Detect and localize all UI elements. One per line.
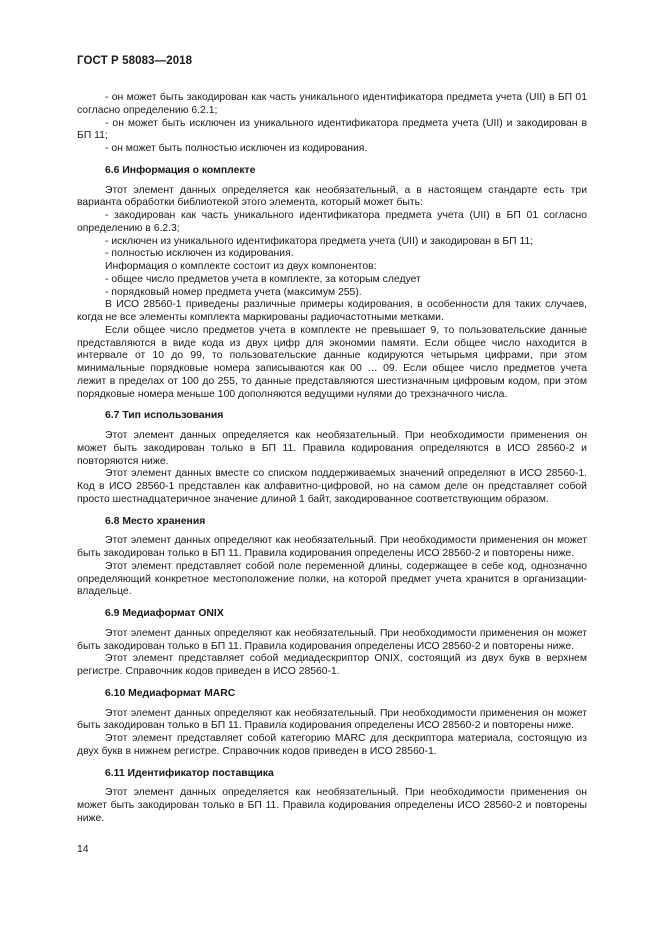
list-item: - он может быть исключен из уникального идентификатора предмета учета (UII) и закодирован в БП 11; — [77, 117, 587, 142]
section-heading: 6.11 Идентификатор поставщика — [105, 767, 274, 779]
paragraph: Этот элемент данных определяют как необязательный. При необходимости применения он может быть закодирован только в БП 11. Правила кодирования определены ИСО 28560-2 и повторены ниже. — [77, 707, 587, 732]
paragraph: Этот элемент данных определяется как необязательный. При необходимости применения он может быть закодирован только в БП 11. Правила кодирования определяются в ИСО 28560-2 и повторяются ниже. — [77, 430, 587, 467]
paragraph: Этот элемент данных определяется как необязательный. При необходимости применения он может быть закодирован только в БП 11. Правила кодирования определены ИСО 28560-2 и повторены ниже. — [77, 787, 587, 824]
document-code-header: ГОСТ Р 58083—2018 — [77, 55, 193, 67]
section-heading: 6.7 Тип использования — [105, 410, 224, 422]
list-item: - общее число предметов учета в комплекте, за которым следует — [105, 273, 421, 285]
list-item: - полностью исключен из кодирования. — [105, 248, 294, 260]
paragraph: Если общее число предметов учета в комплекте не превышает 9, то пользовательские данные представляются в виде кода из двух цифр для экономии памяти. Если общее число находится в интервале от 10 до 99, то пользовательские данные кодируются четырьмя цифрами, при этом минимальные порядковые номера записываются как 00 … 09. Если общее число предметов учета лежит в пределах от 100 до 255, то данные представляются шестизначным цифровым кодом, при этом порядковые номера меньше 100 дополняются ведущими нулями до трехзначного числа. — [77, 324, 587, 400]
list-item: - он может быть закодирован как часть уникального идентификатора предмета учета (UII) в БП 01 согласно определению 6.2.1; — [77, 92, 587, 116]
document-body — [77, 92, 587, 826]
paragraph: Этот элемент данных вместе со списком поддерживаемых значений определяют в ИСО 28560-1. Код в ИСО 28560-1 представлен как алфавитно-цифровой, но на самом деле он представляет собой просто шестнадцатеричное значение длиной 1 байт, закодированное соответствующим образом. — [77, 468, 587, 505]
paragraph: Этот элемент представляет собой медиадескриптор ONIX, состоящий из двух букв в верхнем регистре. Справочник кодов приведен в ИСО 28560-1. — [77, 653, 587, 677]
paragraph: Информация о комплекте состоит из двух компонентов: — [105, 261, 377, 272]
section-heading: 6.9 Медиаформат ONIX — [105, 608, 224, 619]
section-heading: 6.6 Информация о комплекте — [105, 164, 256, 176]
paragraph: В ИСО 28560-1 приведены различные примеры кодирования, в особенности для таких случаев, когда не все элементы комплекта маркированы радиочастотными метками. — [77, 299, 587, 323]
page-number: 14 — [77, 844, 89, 855]
section-heading: 6.8 Место хранения — [105, 515, 206, 527]
list-item: - порядковый номер предмета учета (максимум 255). — [105, 286, 362, 298]
paragraph: Этот элемент представляет собой категорию MARC для дескриптора материала, состоящую из двух букв в нижнем регистре. Справочник кодов приведен в ИСО 28560-1. — [77, 733, 587, 757]
section-heading: 6.10 Медиаформат MARC — [105, 687, 236, 699]
paragraph: Этот элемент представляет собой поле переменной длины, содержащее в себе код, однозначно определяющий конкретное местоположение полки, на которой предмет учета хранится в организации-владельце. — [77, 560, 587, 598]
list-item: - исключен из уникального идентификатора предмета учета (UII) и закодирован в БП 11; — [105, 235, 534, 247]
list-item: - он может быть полностью исключен из кодирования. — [105, 143, 368, 154]
paragraph: Этот элемент данных определяют как необязательный. При необходимости применения он может быть закодирован только в БП 11. Правила кодирования определены ИСО 28560-2 и повторены ниже. — [77, 535, 587, 559]
list-item: - закодирован как часть уникального идентификатора предмета учета (UII) в БП 01 согласно определению в 6.2.3; — [77, 210, 587, 234]
paragraph: Этот элемент данных определяют как необязательный. При необходимости применения он может быть закодирован только в БП 11. Правила кодирования определены ИСО 28560-2 и повторены ниже. — [77, 627, 587, 652]
paragraph: Этот элемент данных определяется как необязательный, а в настоящем стандарте есть три варианта обработки библиотекой этого элемента, который может быть: — [77, 184, 587, 209]
